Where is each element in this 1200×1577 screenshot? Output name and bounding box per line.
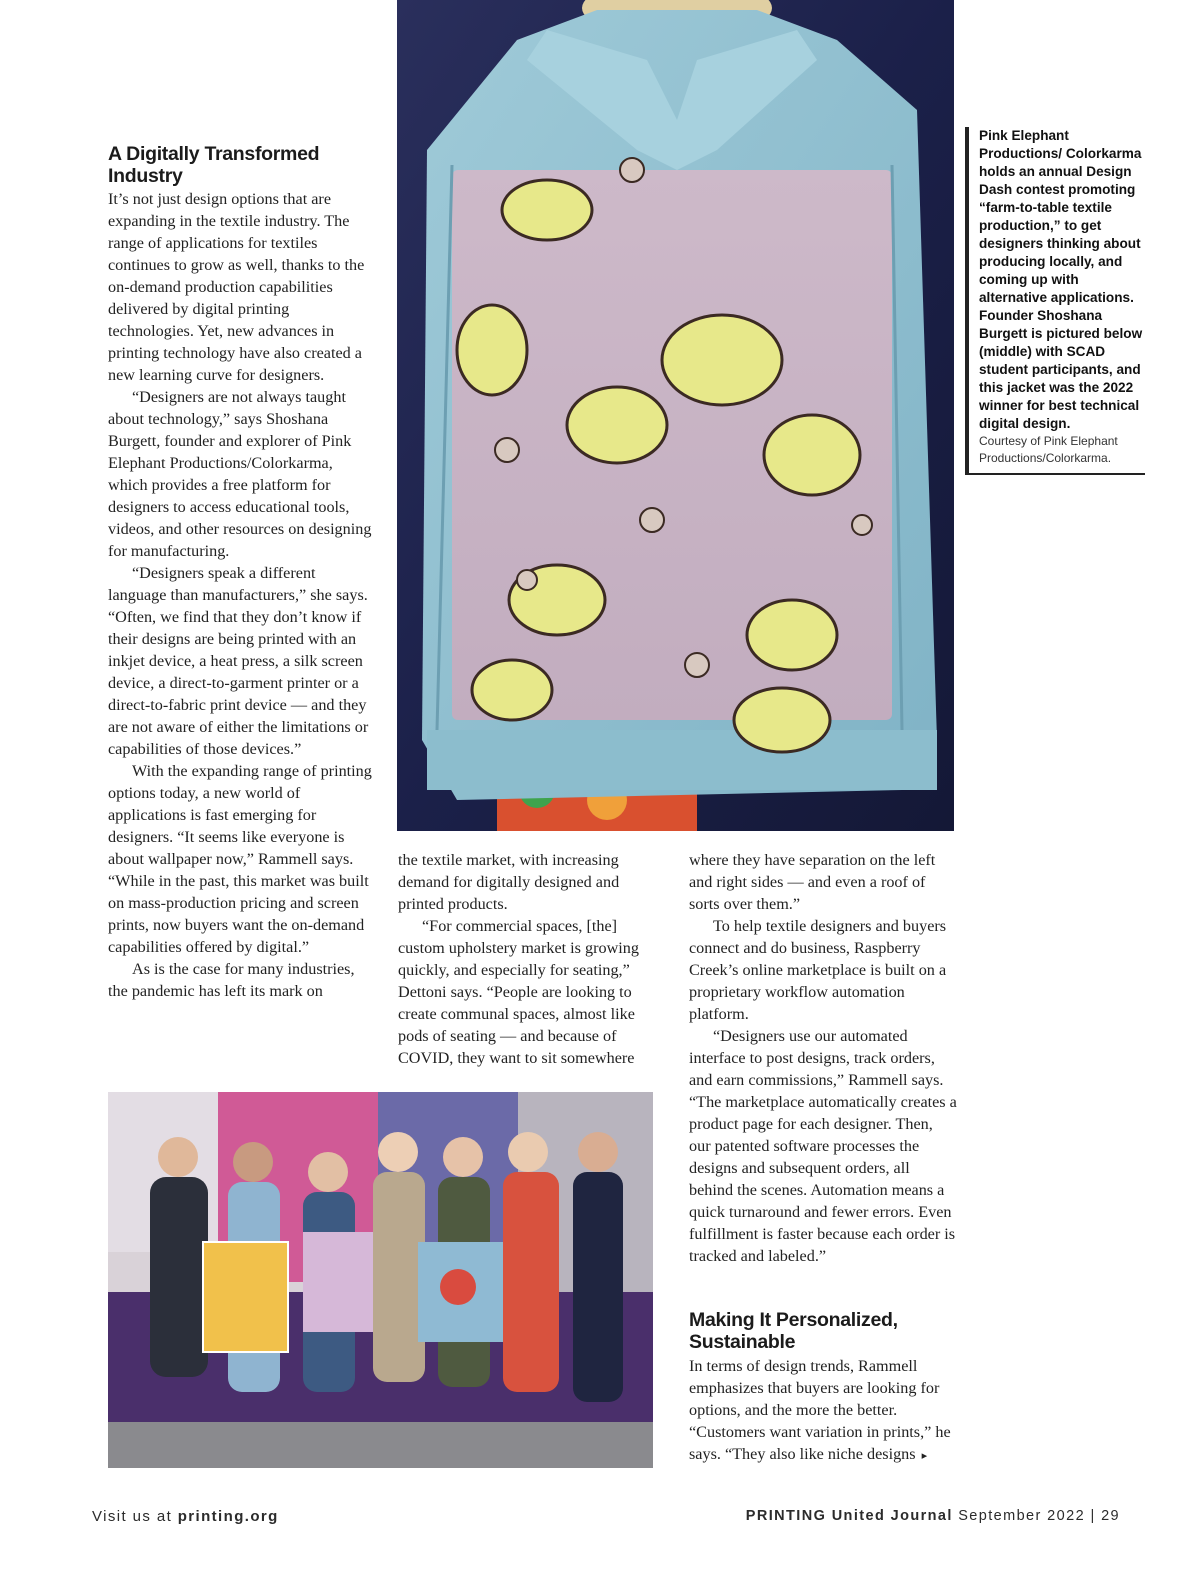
article-column-2 (398, 849, 660, 1069)
paragraph: where they have separation on the left and right sides — and even a roof of sorts over them.” (689, 851, 936, 913)
section-heading-digitally-transformed: A Digitally Transformed Industry (108, 143, 320, 187)
footer-website-link[interactable]: printing.org (177, 1508, 279, 1525)
article-column-1 (108, 188, 374, 1002)
section-heading-personalized-sustainable: Making It Personalized, Sustainable (689, 1309, 898, 1353)
paragraph: “Designers speak a different language than manufacturers,” she says. “Often, we find that they don’t know if their designs are being printed with an inkjet device, a heat press, a silk screen device, a direct-to-garment printer or a direct-to-fabric print device — and they are not aware of either the limitations or capabilities of those devices.” (108, 564, 369, 758)
continue-arrow-icon: ▸ (921, 1450, 928, 1462)
paragraph: As is the case for many industries, the pandemic has left its mark on (108, 960, 355, 1000)
footer-right (746, 1508, 1120, 1524)
paragraph: “Designers are not always taught about technology,” says Shoshana Burgett, founder and explorer of Pink Elephant Productions/Colorkarma, which provides a free platform for designers to access educational tools, videos, and other resources on designing for manufacturing. (108, 388, 372, 560)
footer-visit-text: Visit us at (92, 1508, 178, 1525)
footer-brand: PRINTING United Journal (745, 1508, 953, 1524)
paragraph: “Designers use our automated interface to post designs, track orders, and earn commissions,” Rammell says. “The marketplace automatically creates a product page for each designer. Then, our patented software processes the designs and subsequent orders, all behind the scenes. Automation means a quick turnaround and fewer errors. Even fulfillment is faster because each order is tracked and labeled.” (689, 1027, 957, 1265)
paragraph: the textile market, with increasing demand for digitally designed and printed products. (398, 851, 620, 913)
photo-caption (965, 127, 1145, 475)
caption-credit: Courtesy of Pink Elephant Productions/Colorkarma. (979, 434, 1118, 465)
caption-text: Pink Elephant Productions/ Colorkarma holds an annual Design Dash contest promoting “farm-to-table textile production,” to get designers thinking about producing locally, and coming up with alternative applications. Founder Shoshana Burgett is pictured below (middle) with SCAD student participants, and this jacket was the 2022 winner for best technical digital design. (979, 128, 1143, 431)
footer-issue-page: September 2022 | 29 (952, 1508, 1120, 1524)
paragraph-text: In terms of design trends, Rammell emphasizes that buyers are looking for options, and the more the better. “Customers want variation in prints,” he says. “They also like niche designs (689, 1357, 951, 1463)
group-photo (108, 1092, 653, 1468)
article-column-3-continued (689, 1355, 957, 1467)
footer-left (92, 1508, 279, 1525)
paragraph: With the expanding range of printing options today, a new world of applications is fast emerging for designers. “It seems like everyone is about wallpaper now,” Rammell says. “While in the past, this market was built on mass-production pricing and screen prints, now buyers want the on-demand capabilities offered by digital.” (108, 762, 372, 956)
paragraph: “For commercial spaces, [the] custom upholstery market is growing quickly, and especially for seating,” Dettoni says. “People are looking to create communal spaces, almost like pods of seating — and because of COVID, they want to sit somewhere (398, 917, 639, 1067)
article-column-3 (689, 849, 957, 1267)
paragraph: It’s not just design options that are expanding in the textile industry. The range of applications for textiles continues to grow as well, thanks to the on-demand production capabilities delivered by digital printing technologies. Yet, new advances in printing technology have also created a new learning curve for designers. (108, 190, 365, 384)
paragraph (689, 1355, 957, 1467)
jacket-photo (397, 0, 954, 831)
paragraph: To help textile designers and buyers connect and do business, Raspberry Creek’s online marketplace is built on a proprietary workflow automation platform. (689, 917, 947, 1023)
